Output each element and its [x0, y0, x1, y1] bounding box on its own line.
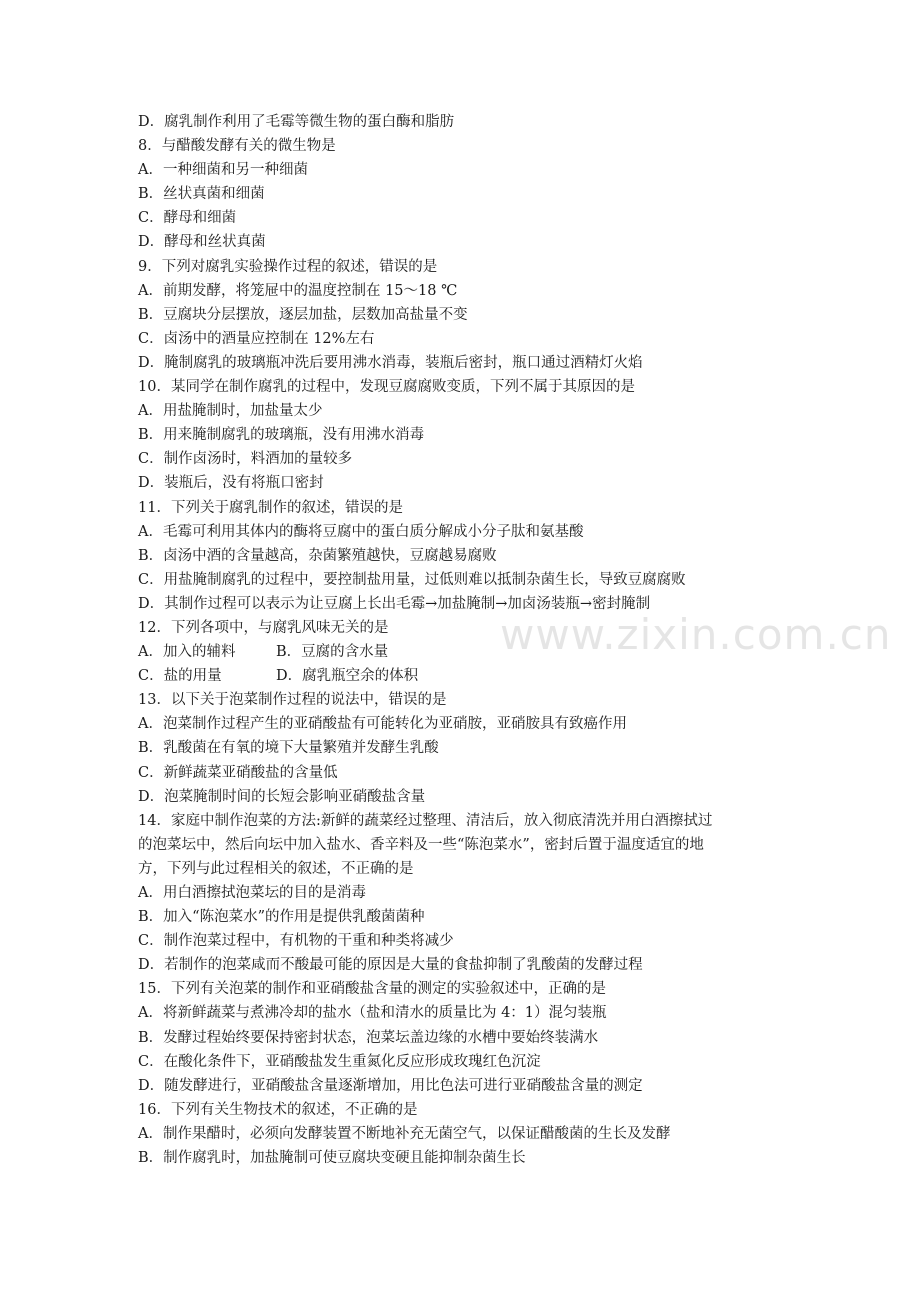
text-line: B．卤汤中酒的含量越高，杂菌繁殖越快，豆腐越易腐败 [138, 547, 497, 564]
option-text: C．盐的用量 [138, 668, 222, 685]
text-line: 12．下列各项中，与腐乳风味无关的是 [138, 619, 389, 636]
text-line: C．用盐腌制腐乳的过程中，要控制盐用量，过低则难以抵制杂菌生长，导致豆腐腐败 [138, 571, 686, 588]
text-line: D．腌制腐乳的玻璃瓶冲洗后要用沸水消毒，装瓶后密封，瓶口通过酒精灯火焰 [138, 354, 643, 371]
text-line: D．其制作过程可以表示为让豆腐上长出毛霉→加盐腌制→加卤汤装瓶→密封腌制 [138, 595, 651, 612]
text-line: D．装瓶后，没有将瓶口密封 [138, 475, 324, 492]
question-block-1 [138, 110, 788, 640]
text-line: D．腐乳制作利用了毛霉等微生物的蛋白酶和脂肪 [138, 114, 455, 130]
text-line: B．制作腐乳时，加盐腌制可使豆腐块变硬且能抑制杂菌生长 [138, 1150, 526, 1167]
option-row [138, 640, 788, 664]
document-body [138, 110, 788, 1170]
text-line: D．泡菜腌制时间的长短会影响亚硝酸盐含量 [138, 788, 426, 805]
text-line: B．丝状真菌和细菌 [138, 186, 265, 203]
question-block-2 [138, 688, 788, 1170]
text-line: A．用白酒擦拭泡菜坛的目的是消毒 [138, 885, 366, 901]
text-line: 14．家庭中制作泡菜的方法:新鲜的蔬菜经过整理、清洁后，放入彻底清洗并用白酒擦拭过 [138, 812, 713, 829]
text-line: 的泡菜坛中，然后向坛中加入盐水、香辛料及一些“陈泡菜水”，密封后置于温度适宜的地 [138, 836, 704, 853]
text-line: 9．下列对腐乳实验操作过程的叙述，错误的是 [138, 258, 438, 275]
text-line: D．酵母和丝状真菌 [138, 234, 266, 251]
text-line: A．用盐腌制时，加盐量太少 [138, 403, 323, 420]
text-line: C．酵母和细菌 [138, 210, 237, 227]
text-line: B．乳酸菌在有氧的境下大量繁殖并发酵生乳酸 [138, 740, 439, 757]
text-line: A．一种细菌和另一种细菌 [138, 162, 308, 179]
text-line: A．泡菜制作过程产生的亚硝酸盐有可能转化为亚硝胺，亚硝胺具有致癌作用 [138, 716, 627, 733]
text-line: C．制作泡菜过程中，有机物的干重和种类将减少 [138, 933, 454, 950]
text-line: B．加入“陈泡菜水”的作用是提供乳酸菌菌种 [138, 909, 425, 926]
text-line: B．发酵过程始终要保持密封状态，泡菜坛盖边缘的水槽中要始终装满水 [138, 1029, 599, 1046]
text-line: A．前期发酵，将笼屉中的温度控制在 15～18 ℃ [138, 282, 458, 299]
option-row [138, 664, 788, 688]
text-line: A．毛霉可利用其体内的酶将豆腐中的蛋白质分解成小分子肽和氨基酸 [138, 523, 584, 540]
text-line: 13．以下关于泡菜制作过程的说法中，错误的是 [138, 692, 447, 709]
text-line: D．随发酵进行，亚硝酸盐含量逐渐增加，用比色法可进行亚硝酸盐含量的测定 [138, 1077, 643, 1094]
option-text: B．豆腐的含水量 [276, 644, 389, 661]
watermark: www.zixin.com.cn [500, 610, 892, 659]
text-line: 方，下列与此过程相关的叙述，不正确的是 [138, 860, 414, 877]
question-12-options [138, 640, 788, 688]
text-line: A．制作果醋时，必须向发酵装置不断地补充无菌空气，以保证醋酸菌的生长及发酵 [138, 1125, 671, 1142]
text-line: 10．某同学在制作腐乳的过程中，发现豆腐腐败变质，下列不属于其原因的是 [138, 379, 635, 396]
text-line: C．在酸化条件下，亚硝酸盐发生重氮化反应形成玫瑰红色沉淀 [138, 1053, 541, 1070]
text-line: C．新鲜蔬菜亚硝酸盐的含量低 [138, 764, 338, 781]
option-text: A．加入的辅料 [138, 644, 236, 661]
text-line: C．制作卤汤时，料酒加的量较多 [138, 451, 353, 468]
text-line: B．用来腌制腐乳的玻璃瓶，没有用沸水消毒 [138, 427, 425, 444]
option-text: D．腐乳瓶空余的体积 [276, 668, 419, 685]
text-line: C．卤汤中的酒量应控制在 12%左右 [138, 330, 375, 347]
text-line: 15．下列有关泡菜的制作和亚硝酸盐含量的测定的实验叙述中，正确的是 [138, 981, 606, 998]
text-line: A．将新鲜蔬菜与煮沸冷却的盐水（盐和清水的质量比为 4：1）混匀装瓶 [138, 1005, 607, 1022]
text-line: D．若制作的泡菜咸而不酸最可能的原因是大量的食盐抑制了乳酸菌的发酵过程 [138, 957, 643, 974]
text-line: 16．下列有关生物技术的叙述，不正确的是 [138, 1101, 418, 1118]
text-line: 8．与醋酸发酵有关的微生物是 [138, 138, 336, 155]
text-line: 11．下列关于腐乳制作的叙述，错误的是 [138, 499, 403, 516]
text-line: B．豆腐块分层摆放，逐层加盐，层数加高盐量不变 [138, 306, 468, 323]
